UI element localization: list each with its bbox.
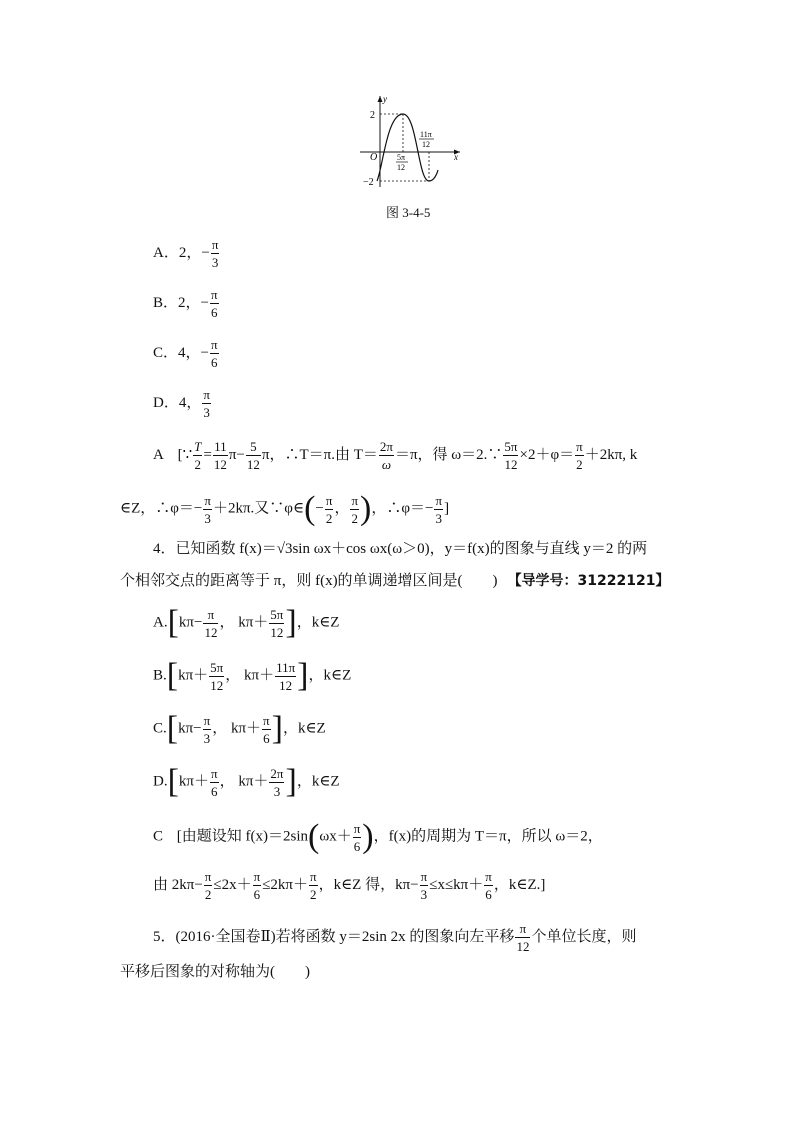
tick1-numerator: 5π (397, 153, 406, 162)
q3-option-a: A．2，− $\frac{\pi}{3}$ (153, 237, 219, 270)
y-axis-arrow (378, 96, 383, 102)
q4-option-a: A.[kπ− $\frac{\pi}{12}$ ， kπ＋ $\frac{5\pi}{12}$ ]，k∈Z (153, 604, 340, 641)
q3-option-d: D．4， $\frac{\pi}{3}$ (153, 387, 210, 420)
q5-stem-line-1: 5．(2016·全国卷Ⅱ)若将函数 y＝2sin 2x 的图象向左平移 $\frac{\pi}{12}$ 个单位长度，则 (153, 921, 637, 954)
sine-graph (350, 92, 470, 192)
guide-number: 【导学号：31222121】 (507, 573, 670, 589)
q4-option-d: D.[kπ＋ $\frac{\pi}{6}$ ， kπ＋ $\frac{2\pi}{3}$ ]，k∈Z (153, 763, 340, 800)
y-min-label: −2 (363, 177, 374, 188)
q4-answer-line-1: C [由题设知 f(x)＝2sin(ωx＋ $\frac{\pi}{6}$ )，f(x)的周期为 T＝π，所以 ω＝2， (153, 818, 603, 855)
y-axis-label: y (383, 94, 387, 104)
q3-option-c: C．4，− $\frac{\pi}{6}$ (153, 337, 218, 370)
figure-caption: 图 3-4-5 (386, 205, 431, 220)
sine-graph-figure (350, 92, 470, 197)
tick2-denominator: 12 (422, 140, 430, 149)
q3-answer-line-1: A [∵ $\frac{T}{2}$ = $\frac{11}{12}$ π− $\frac{5}{12}$ π，∴T＝π.由 T＝ $\frac{2\pi}{\omega}$ ＝π，得 ω＝2.∵ $\frac{5\pi}{12}$ ×2＋φ＝ $\frac{\pi}{2}$ ＋2kπ, k (153, 439, 638, 472)
q3-answer-line-2: ∈Z，∴φ＝− $\frac{\pi}{3}$ ＋2kπ.又∵φ∈(− $\frac{\pi}{2}$ ， $\frac{\pi}{2}$ )，∴φ＝− $\frac{\pi}{3}$ ] (120, 490, 450, 527)
q4-stem-line-2: 个相邻交点的距离等于 π，则 f(x)的单调递增区间是( ) 【导学号：31222121】 (120, 573, 670, 589)
tick2-numerator: 11π (420, 130, 432, 139)
tick1-denominator: 12 (397, 163, 405, 172)
y-max-label: 2 (370, 110, 375, 121)
q4-answer-letter: C (153, 828, 164, 845)
q5-stem-line-2: 平移后图象的对称轴为( ) (120, 964, 310, 980)
q3-option-b: B．2，− $\frac{\pi}{6}$ (153, 287, 218, 320)
q4-option-c: C.[kπ− $\frac{\pi}{3}$ ， kπ＋ $\frac{\pi}{6}$ ]，k∈Z (153, 710, 326, 747)
q4-answer-line-2: 由 2kπ− $\frac{\pi}{2}$ ≤2x＋ $\frac{\pi}{6}$ ≤2kπ＋ $\frac{\pi}{2}$ ，k∈Z 得，kπ− $\frac{\pi}{3}$ ≤x≤kπ＋ $\frac{\pi}{6}$ ，k∈Z.] (153, 869, 546, 902)
q3-answer-letter: A (153, 446, 164, 463)
origin-label: O (370, 152, 378, 163)
q4-option-b: B.[kπ＋ $\frac{5\pi}{12}$ ， kπ＋ $\frac{11\pi}{12}$ ]，k∈Z (153, 657, 352, 694)
q4-stem-line-1: 4．已知函数 f(x)＝√3sin ωx＋cos ωx(ω＞0)，y＝f(x)的图象与直线 y＝2 的两 (153, 541, 648, 557)
x-axis-label: x (454, 152, 458, 162)
